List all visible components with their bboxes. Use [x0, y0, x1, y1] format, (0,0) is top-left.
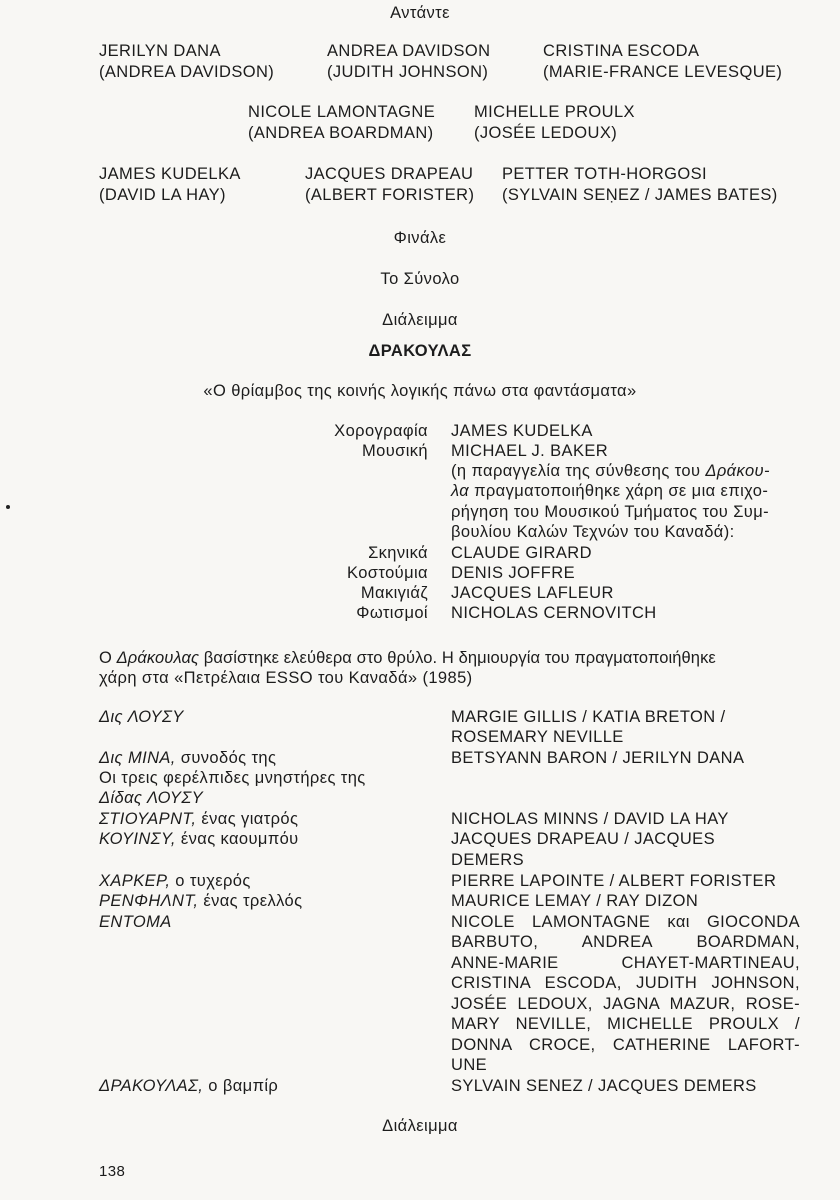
role-cast: BARBUTO, ANDREA BOARDMAN,	[451, 933, 800, 951]
cast-name: ANDREA DAVIDSON	[327, 42, 491, 60]
cast-alt: (JUDITH JOHNSON)	[327, 63, 489, 81]
role-cast: NICHOLAS MINNS / DAVID LA HAY	[451, 810, 729, 828]
finale-heading: Φινάλε	[393, 229, 447, 247]
cast-alt: (DAVID LA HAY)	[99, 186, 226, 204]
role-cast: NICOLE LAMONTAGNE και GIOCONDA	[451, 913, 800, 931]
cast-name: JERILYN DANA	[99, 42, 221, 60]
cast-name: MICHELLE PROULX	[474, 103, 635, 121]
cast-alt: (ANDREA BOARDMAN)	[248, 124, 434, 142]
credit-label: Χορογραφία	[334, 422, 428, 440]
role-cast: JACQUES DRAPEAU / JACQUES	[451, 830, 715, 848]
music-note-line: βουλίου Καλών Τεχνών του Καναδά):	[451, 523, 735, 541]
ensemble-text: Το Σύνολο	[380, 270, 460, 288]
role-cast: PIERRE LAPOINTE / ALBERT FORISTER	[451, 872, 777, 890]
credit-value: MICHAEL J. BAKER	[451, 442, 609, 460]
role-desc: Οι τρεις φερέλπιδες μνηστήρες της	[99, 769, 366, 787]
role-cast: MARGIE GILLIS / KATIA BRETON /	[451, 708, 726, 726]
role-name: ΚΟΥΙΝΣΥ, ένας καουμπόυ	[99, 830, 299, 848]
intermission-heading: Διάλειμμα	[382, 311, 458, 329]
cast-name: NICOLE LAMONTAGNE	[248, 103, 436, 121]
legend-line: χάρη στα «Πετρέλαια ESSO του Καναδά» (1985)	[99, 669, 473, 687]
cast-name: JACQUES DRAPEAU	[305, 165, 474, 183]
credit-label: Σκηνικά	[368, 544, 428, 562]
role-name: ΔΡΑΚΟΥΛΑΣ, ο βαμπίρ	[99, 1077, 279, 1095]
role-cast: MAURICE LEMAY / RAY DIZON	[451, 892, 699, 910]
role-cast: UNE	[451, 1056, 488, 1074]
cast-name: CRISTINA ESCODA	[543, 42, 700, 60]
credit-value: JACQUES LAFLEUR	[451, 584, 614, 602]
stray-mark	[6, 505, 10, 509]
credit-value: CLAUDE GIRARD	[451, 544, 592, 562]
cast-alt: (ALBERT FORISTER)	[305, 186, 475, 204]
role-cast: JOSÉE LEDOUX, JAGNA MAZUR, ROSE-	[451, 995, 800, 1013]
role-name: Δις ΛΟΥΣΥ	[99, 708, 184, 726]
role-name: ΣΤΙΟΥΑΡΝΤ, ένας γιατρός	[99, 810, 299, 828]
credit-label: Φωτισμοί	[356, 604, 428, 622]
role-name: ΡΕΝΦΗΛΝΤ, ένας τρελλός	[99, 892, 303, 910]
credit-value: NICHOLAS CERNOVITCH	[451, 604, 657, 622]
credit-label: Μακιγιάζ	[360, 584, 428, 602]
music-note-line: λα πραγματοποιήθηκε χάρη σε μια επιχο-	[451, 482, 769, 500]
role-name: ΕΝΤΟΜΑ	[99, 913, 172, 931]
credit-value: DENIS JOFFRE	[451, 564, 575, 582]
intermission-heading: Διάλειμμα	[382, 1117, 458, 1135]
role-cast: ROSEMARY NEVILLE	[451, 728, 624, 746]
role-name: Δις ΜΙΝΑ, συνοδός της	[99, 749, 277, 767]
credit-label: Κοστούμια	[347, 564, 428, 582]
cast-name: PETTER TOTH-HORGOSI	[502, 165, 708, 183]
cast-name: JAMES KUDELKA	[99, 165, 241, 183]
role-name: Δίδας ΛΟΥΣΥ	[99, 789, 204, 807]
cast-alt: (JOSÉE LEDOUX)	[474, 124, 618, 142]
credit-label: Μουσική	[361, 442, 428, 460]
role-cast: ANNE-MARIE CHAYET-MARTINEAU,	[451, 954, 800, 972]
ballet-subtitle: «Ο θρίαμβος της κοινής λογικής πάνω στα φαντάσματα»	[203, 382, 637, 400]
cast-alt: (SYLVAIN SEṆEZ / JAMES BATES)	[502, 186, 778, 204]
music-note-line: (η παραγγελία της σύνθεσης του Δράκου-	[451, 462, 770, 480]
section-title-andante: Αντάντε	[390, 4, 450, 22]
role-cast: SYLVAIN SENEZ / JACQUES DEMERS	[451, 1077, 757, 1095]
legend-line: Ο Δράκουλας βασίστηκε ελεύθερα στο θρύλο. Η δημιουργία του πραγματοποιήθηκε	[99, 649, 716, 667]
credit-value: JAMES KUDELKA	[451, 422, 593, 440]
role-cast: MARY NEVILLE, MICHELLE PROULX /	[451, 1015, 800, 1033]
role-cast: BETSYANN BARON / JERILYN DANA	[451, 749, 745, 767]
role-cast: DONNA CROCE, CATHERINE LAFORT-	[451, 1036, 800, 1054]
role-cast: CRISTINA ESCODA, JUDITH JOHNSON,	[451, 974, 800, 992]
music-note-line: ρήγηση του Μουσικού Τμήματος του Συμ-	[451, 503, 770, 521]
cast-alt: (ANDREA DAVIDSON)	[99, 63, 275, 81]
cast-alt: (MARIE-FRANCE LEVESQUE)	[543, 63, 783, 81]
role-name: ΧΑΡΚΕΡ, ο τυχερός	[99, 872, 251, 890]
page-number: 138	[99, 1163, 126, 1180]
role-cast: DEMERS	[451, 851, 524, 869]
ballet-title: ΔΡΑΚΟΥΛΑΣ	[368, 342, 472, 360]
